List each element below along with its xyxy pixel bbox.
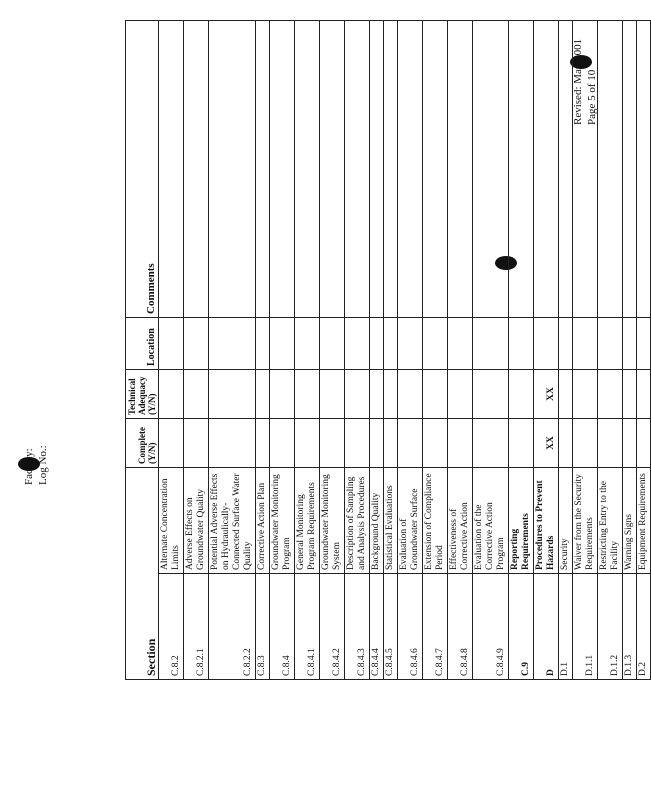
technical-adequacy-cell (384, 370, 398, 419)
technical-adequacy-cell (559, 370, 573, 419)
table-row (448, 21, 473, 680)
section-name: Extension of Compliance Period (423, 468, 448, 574)
complete-cell (256, 419, 270, 468)
technical-adequacy-cell: XX (534, 370, 559, 419)
location-cell[interactable] (573, 318, 598, 370)
section-name: Groundwater Monitoring Program (270, 468, 295, 574)
complete-cell (345, 419, 370, 468)
section-name: Evaluation of Groundwater Surface (398, 468, 423, 574)
comments-cell[interactable] (345, 21, 370, 318)
complete-cell (473, 419, 509, 468)
section-name: Restricting Entry to the Facility (598, 468, 623, 574)
location-cell[interactable] (320, 318, 345, 370)
complete-cell (598, 419, 623, 468)
table-row (209, 21, 256, 680)
technical-adequacy-cell (209, 370, 256, 419)
section-name: Warning Signs (623, 468, 637, 574)
technical-adequacy-cell (509, 370, 534, 419)
comments-cell[interactable] (295, 21, 320, 318)
technical-adequacy-cell (398, 370, 423, 419)
comments-cell[interactable] (209, 21, 256, 318)
table-row (509, 21, 534, 680)
location-cell[interactable] (159, 318, 184, 370)
table-row (384, 21, 398, 680)
log-number-label: Log No.: (37, 445, 49, 485)
section-name: Security (559, 468, 573, 574)
comments-cell[interactable] (598, 21, 623, 318)
table-row (559, 21, 573, 680)
complete-cell (509, 419, 534, 468)
table-row (423, 21, 448, 680)
facility-label: Facility: (23, 448, 35, 485)
table-row (534, 21, 559, 680)
section-code: C.8.2 (159, 574, 184, 680)
section-code: D (534, 574, 559, 680)
section-code: C.8.4 (270, 574, 295, 680)
technical-adequacy-cell (184, 370, 209, 419)
comments-header: Comments (126, 21, 159, 318)
table-row (320, 21, 345, 680)
complete-cell (637, 419, 651, 468)
comments-cell[interactable] (384, 21, 398, 318)
technical-adequacy-cell (473, 370, 509, 419)
section-name: General Monitoring Program Requirements (295, 468, 320, 574)
technical-adequacy-cell (598, 370, 623, 419)
section-name: Waiver from the Security Requirements (573, 468, 598, 574)
table-row (270, 21, 295, 680)
complete-cell (384, 419, 398, 468)
table-row (370, 21, 384, 680)
technical-adequacy-cell (295, 370, 320, 419)
complete-cell (295, 419, 320, 468)
section-code: D.1 (559, 574, 573, 680)
section-name: Description of Sampling and Analysis Procedures (345, 468, 370, 574)
complete-cell: XX (534, 419, 559, 468)
table-row (637, 21, 651, 680)
location-cell[interactable] (184, 318, 209, 370)
location-header: Location (126, 318, 159, 370)
location-cell[interactable] (370, 318, 384, 370)
comments-cell[interactable] (256, 21, 270, 318)
technical-adequacy-cell (637, 370, 651, 419)
complete-cell (423, 419, 448, 468)
section-name: Reporting Requirements (509, 468, 534, 574)
table-body (159, 21, 651, 680)
complete-cell (559, 419, 573, 468)
technical-adequacy-cell (423, 370, 448, 419)
complete-cell (448, 419, 473, 468)
section-name: Groundwater Monitoring System (320, 468, 345, 574)
complete-cell (623, 419, 637, 468)
comments-cell[interactable] (559, 21, 573, 318)
section-code: D.1.2 (598, 574, 623, 680)
technical-adequacy-cell (370, 370, 384, 419)
section-code: D.2 (637, 574, 651, 680)
revised-date: Revised: May 2001 (572, 38, 584, 125)
location-cell[interactable] (559, 318, 573, 370)
section-code: C.8.4.8 (448, 574, 473, 680)
section-name: Effectiveness of Corrective Action (448, 468, 473, 574)
comments-cell[interactable] (637, 21, 651, 318)
complete-cell (209, 419, 256, 468)
table-row (473, 21, 509, 680)
location-cell[interactable] (384, 318, 398, 370)
complete-cell (270, 419, 295, 468)
location-cell[interactable] (534, 318, 559, 370)
location-cell[interactable] (473, 318, 509, 370)
section-code: C.8.4.9 (473, 574, 509, 680)
table-row (623, 21, 637, 680)
section-code: C.8.4.6 (398, 574, 423, 680)
location-cell[interactable] (423, 318, 448, 370)
comments-cell[interactable] (534, 21, 559, 318)
section-name: Adverse Effects on Groundwater Quality (184, 468, 209, 574)
section-name: Evaluation of the Corrective Action Program (473, 468, 509, 574)
location-cell[interactable] (623, 318, 637, 370)
comments-cell[interactable] (448, 21, 473, 318)
section-header: Section (126, 468, 159, 680)
location-cell[interactable] (598, 318, 623, 370)
technical-adequacy-cell (623, 370, 637, 419)
complete-cell (320, 419, 345, 468)
section-code: C.8.4.2 (320, 574, 345, 680)
header-row (126, 21, 159, 680)
section-code: C.8.2.1 (184, 574, 209, 680)
comments-cell[interactable] (623, 21, 637, 318)
section-name: Background Quality (370, 468, 384, 574)
location-cell[interactable] (345, 318, 370, 370)
location-cell[interactable] (256, 318, 270, 370)
complete-header: Complete (Y/N) (126, 419, 159, 468)
technical-adequacy-cell (159, 370, 184, 419)
section-code: D.1.1 (573, 574, 598, 680)
section-code: C.8.4.5 (384, 574, 398, 680)
technical-adequacy-cell (270, 370, 295, 419)
complete-cell (370, 419, 384, 468)
technical-adequacy-cell (256, 370, 270, 419)
section-name: Potential Adverse Effects on Hydraulically-Connected Surface Water Quality (209, 468, 256, 574)
section-code: D.1.3 (623, 574, 637, 680)
comments-cell[interactable] (473, 21, 509, 318)
location-cell[interactable] (209, 318, 256, 370)
section-code: C.8.3 (256, 574, 270, 680)
comments-cell[interactable] (573, 21, 598, 318)
location-cell[interactable] (509, 318, 534, 370)
table-row (295, 21, 320, 680)
location-cell[interactable] (448, 318, 473, 370)
technical-adequacy-cell (345, 370, 370, 419)
comments-cell[interactable] (184, 21, 209, 318)
section-name: Corrective Action Plan (256, 468, 270, 574)
location-cell[interactable] (398, 318, 423, 370)
table-row (345, 21, 370, 680)
section-name: Alternate Concentration Limits (159, 468, 184, 574)
checklist-grid (125, 20, 651, 680)
complete-cell (184, 419, 209, 468)
comments-cell[interactable] (159, 21, 184, 318)
table-row (159, 21, 184, 680)
section-code: C.8.2.2 (209, 574, 256, 680)
technical-adequacy-cell (448, 370, 473, 419)
comments-cell[interactable] (509, 21, 534, 318)
section-code: C.9 (509, 574, 534, 680)
table-row (184, 21, 209, 680)
facility-header (21, 35, 61, 485)
section-name: Equipment Requirements (637, 468, 651, 574)
table-row (598, 21, 623, 680)
section-code: C.8.4.4 (370, 574, 384, 680)
section-name: Procedures to Prevent Hazards (534, 468, 559, 574)
technical-adequacy-header: Technical Adequacy (Y/N) (126, 370, 159, 419)
comments-cell[interactable] (370, 21, 384, 318)
technical-adequacy-cell (573, 370, 598, 419)
technical-adequacy-cell (320, 370, 345, 419)
location-cell[interactable] (295, 318, 320, 370)
section-code: C.8.4.3 (345, 574, 370, 680)
comments-cell[interactable] (320, 21, 345, 318)
section-name: Statistical Evaluations (384, 468, 398, 574)
complete-cell (573, 419, 598, 468)
section-code: C.8.4.7 (423, 574, 448, 680)
table-row (573, 21, 598, 680)
comments-cell[interactable] (398, 21, 423, 318)
location-cell[interactable] (270, 318, 295, 370)
complete-cell (398, 419, 423, 468)
table-row (256, 21, 270, 680)
page-number: Page 5 of 10 (586, 69, 598, 125)
table-row (398, 21, 423, 680)
section-code: C.8.4.1 (295, 574, 320, 680)
comments-cell[interactable] (423, 21, 448, 318)
complete-cell (159, 419, 184, 468)
comments-cell[interactable] (270, 21, 295, 318)
location-cell[interactable] (637, 318, 651, 370)
